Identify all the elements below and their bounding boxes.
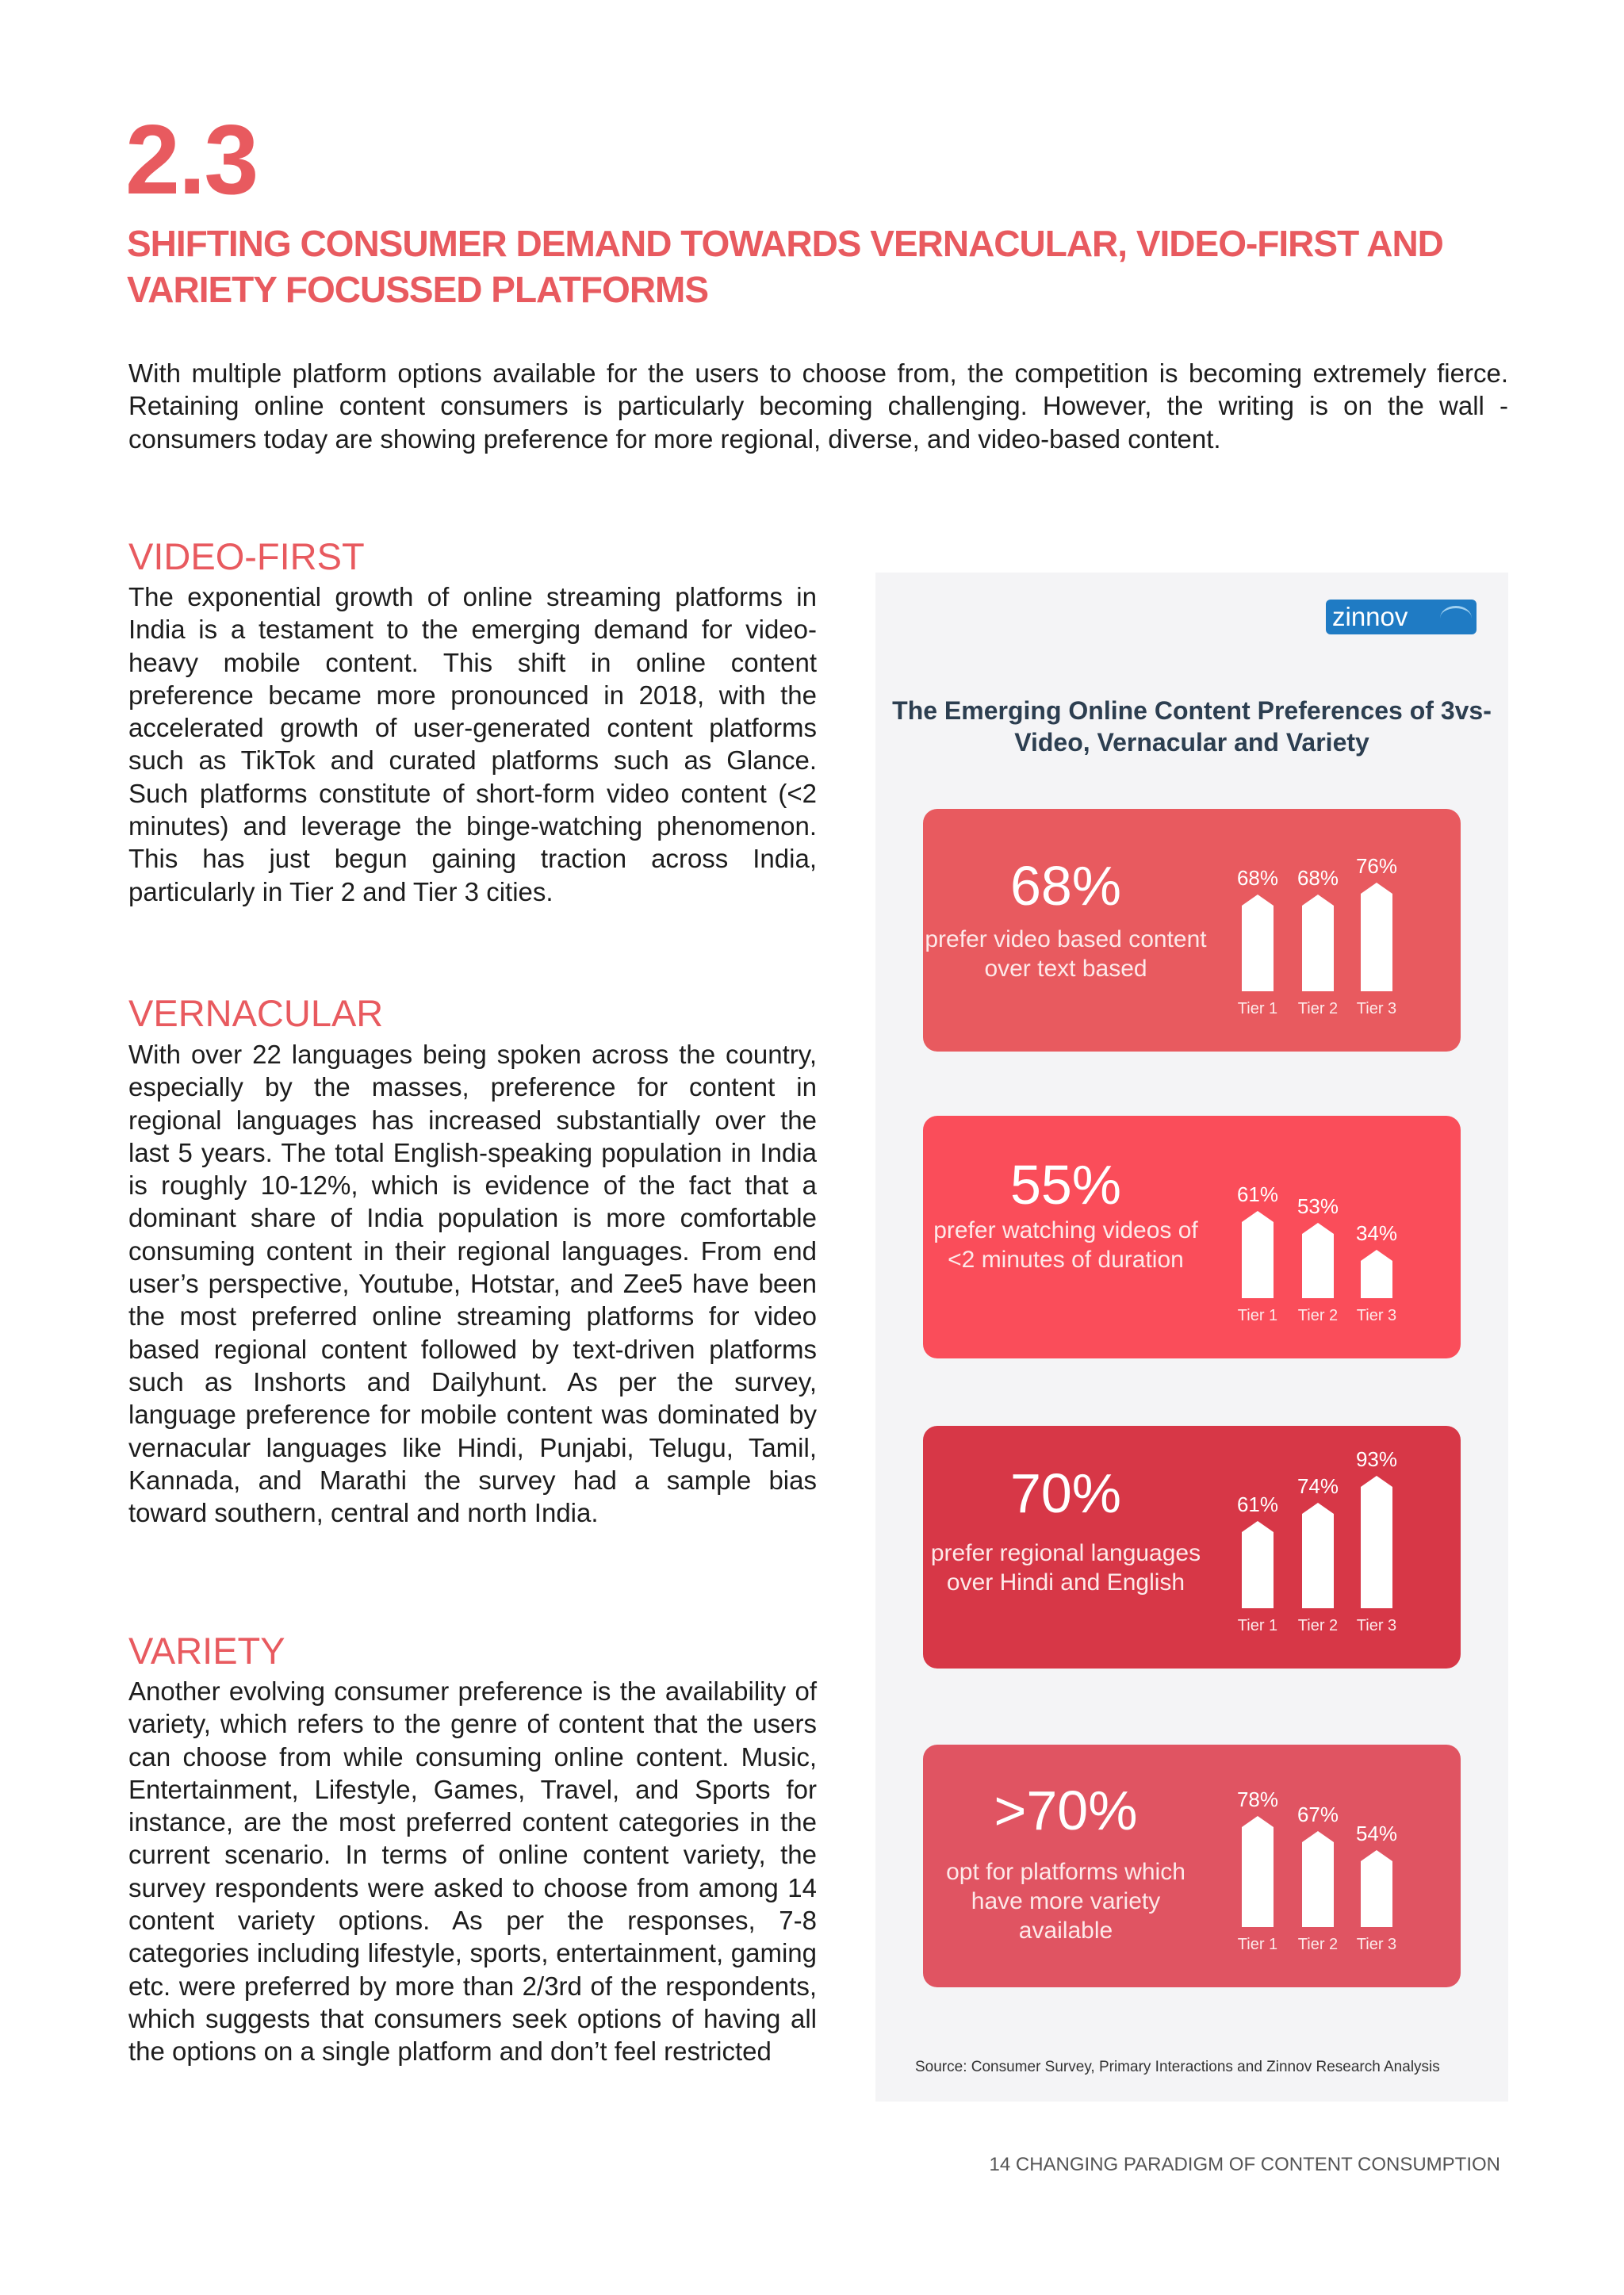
tier-label: Tier 1 bbox=[1237, 1617, 1278, 1634]
bar-tier-1 bbox=[1242, 1211, 1274, 1298]
stat-card-2 bbox=[923, 1116, 1461, 1358]
stat-description: prefer regional languages over Hindi and English bbox=[930, 1540, 1201, 1596]
bar-tier-1 bbox=[1242, 1521, 1274, 1608]
section-number: 2.3 bbox=[125, 105, 258, 215]
bar-tier-3 bbox=[1361, 883, 1392, 991]
source-note: Source: Consumer Survey, Primary Interactions and Zinnov Research Analysis bbox=[915, 2059, 1440, 2075]
bar-value-label: 53% bbox=[1297, 1194, 1339, 1218]
bar-value-label: 61% bbox=[1236, 1182, 1279, 1206]
tier-label: Tier 1 bbox=[1237, 1307, 1278, 1324]
bar-tier-3 bbox=[1361, 1476, 1392, 1608]
logo-swoosh-icon bbox=[1440, 606, 1472, 630]
page-footer: 14 CHANGING PARADIGM OF CONTENT CONSUMPTION bbox=[989, 2154, 1500, 2175]
variety-paragraph: Another evolving consumer preference is the availability of variety, which refers to the genre of content that the users can choose from while consuming online content. Music, Entertainment, Lifestyle, Games, Travel, and Sports for instance, are the most preferred content categories in the current scenario. In terms of online content variety, the survey respondents were asked to choose from among 14 content variety options. As per the responses, 7-8 categories including lifestyle, sports, entertainment, gaming etc. were preferred by more than 2/3rd of the respondents, which suggests that consumers seek options of having all the options on a single platform and don’t feel restricted bbox=[128, 1676, 817, 2067]
infographic-title: The Emerging Online Content Preferences of 3vs- Video, Vernacular and Variety bbox=[892, 696, 1492, 757]
bar-tier-3 bbox=[1361, 1250, 1392, 1298]
tier-label: Tier 2 bbox=[1297, 1936, 1339, 1953]
bar-value-label: 76% bbox=[1355, 854, 1398, 878]
tier-label: Tier 1 bbox=[1237, 1000, 1278, 1017]
section-title: SHIFTING CONSUMER DEMAND TOWARDS VERNACULAR, VIDEO-FIRST AND VARIETY FOCUSSED PLATFORMS bbox=[127, 223, 1443, 310]
stat-card-3 bbox=[923, 1426, 1461, 1669]
stat-description: prefer watching videos of <2 minutes of duration bbox=[933, 1217, 1198, 1273]
vernacular-paragraph: With over 22 languages being spoken across the country, especially by the masses, preference for content in regional languages has increased substantially over the last 5 years. The total English-speaking population in India is roughly 10-12%, which is evidence of the fact that a dominant share of India population is more comfortable consuming content in their regional languages. From end user’s perspective, Youtube, Hotstar, and Zee5 have been the most preferred online streaming platforms for video based regional content followed by text-driven platforms such as Inshorts and Dailyhunt. As per the survey, language preference for mobile content was dominated by vernacular languages like Hindi, Punjabi, Telugu, Tamil, Kannada, and Marathi the survey had a sample bias toward southern, central and north India. bbox=[128, 1040, 817, 1528]
bar-tier-1 bbox=[1242, 1816, 1274, 1927]
bar-tier-3 bbox=[1361, 1850, 1392, 1927]
zinnov-logo bbox=[1326, 600, 1477, 634]
tier-label: Tier 3 bbox=[1356, 1936, 1397, 1953]
bar-value-label: 93% bbox=[1355, 1447, 1398, 1471]
bar-value-label: 78% bbox=[1236, 1787, 1279, 1811]
stat-description: prefer video based content over text based bbox=[925, 926, 1207, 982]
bar-tier-1 bbox=[1242, 895, 1274, 991]
tier-label: Tier 3 bbox=[1356, 1000, 1397, 1017]
intro-paragraph: With multiple platform options available for the users to choose from, the competition is becoming extremely fierce. Retaining online content consumers is particularly becoming challenging. However, the writing is on the wall - consumers today are showing preference for more regional, diverse, and video-based content. bbox=[128, 358, 1508, 454]
tier-label: Tier 2 bbox=[1297, 1307, 1339, 1324]
stat-headline: 68% bbox=[1009, 855, 1122, 917]
tier-label: Tier 3 bbox=[1356, 1617, 1397, 1634]
bar-tier-2 bbox=[1302, 895, 1334, 991]
stat-headline: 70% bbox=[1009, 1462, 1122, 1524]
bar-value-label: 67% bbox=[1297, 1803, 1339, 1826]
stat-headline: 55% bbox=[1009, 1154, 1122, 1216]
bar-value-label: 34% bbox=[1355, 1221, 1398, 1245]
stat-card-4 bbox=[923, 1745, 1461, 1987]
tier-label: Tier 1 bbox=[1237, 1936, 1278, 1953]
bar-value-label: 74% bbox=[1297, 1474, 1339, 1498]
bar-tier-2 bbox=[1302, 1831, 1334, 1927]
stat-headline: >70% bbox=[994, 1780, 1138, 1841]
bar-value-label: 68% bbox=[1236, 866, 1279, 890]
stat-card-1 bbox=[923, 809, 1461, 1052]
zinnov-logo-text: zinnov bbox=[1332, 602, 1408, 631]
tier-label: Tier 2 bbox=[1297, 1617, 1339, 1634]
bar-value-label: 61% bbox=[1236, 1492, 1279, 1516]
bar-tier-2 bbox=[1302, 1503, 1334, 1608]
bar-tier-2 bbox=[1302, 1223, 1334, 1298]
video-first-paragraph: The exponential growth of online streaming platforms in India is a testament to the emerging demand for video-heavy mobile content. This shift in online content preference became more pronounced in 2018, with the accelerated growth of user-generated content platforms such as TikTok and curated platforms such as Glance. Such platforms constitute of short-form video content (<2 minutes) and leverage the binge-watching phenomenon. This has just begun gaining traction across India, particularly in Tier 2 and Tier 3 cities. bbox=[128, 582, 817, 906]
variety-heading: VARIETY bbox=[128, 1630, 285, 1672]
video-first-heading: VIDEO-FIRST bbox=[128, 535, 365, 577]
tier-label: Tier 2 bbox=[1297, 1000, 1339, 1017]
bar-value-label: 54% bbox=[1355, 1822, 1398, 1845]
bar-value-label: 68% bbox=[1297, 866, 1339, 890]
tier-label: Tier 3 bbox=[1356, 1307, 1397, 1324]
stat-description: opt for platforms which have more variety available bbox=[946, 1859, 1185, 1944]
vernacular-heading: VERNACULAR bbox=[128, 992, 384, 1034]
